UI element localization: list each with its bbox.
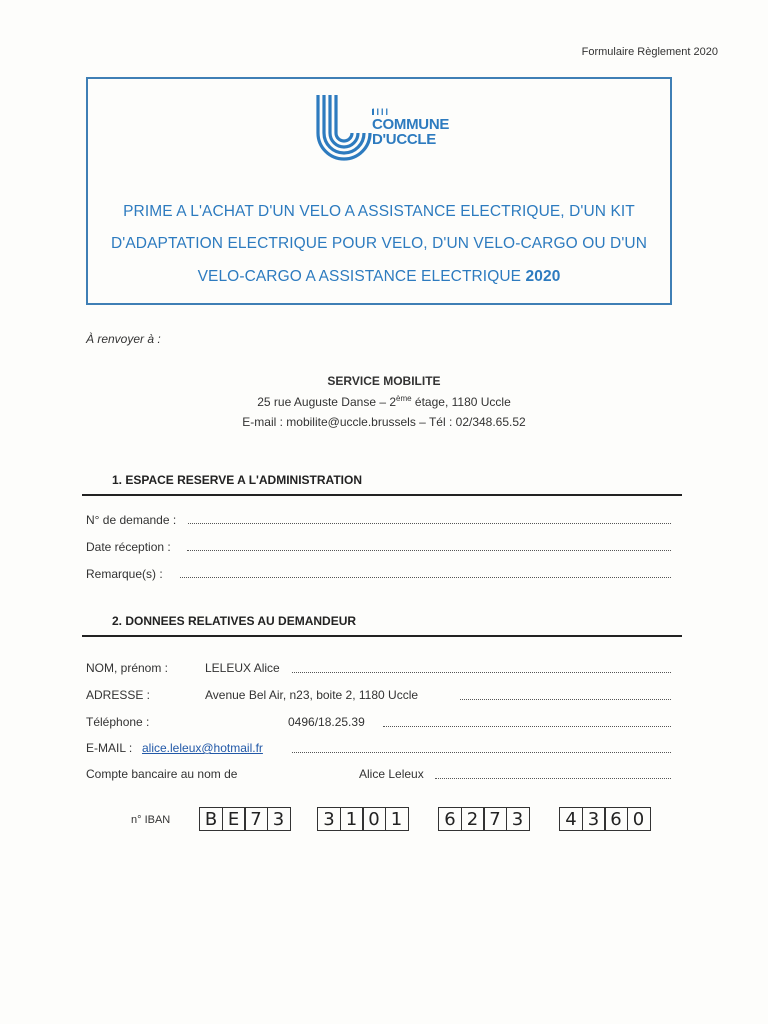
iban-char[interactable]: 3 [506,807,530,831]
section1-rule [82,494,682,496]
phone-field[interactable] [383,726,671,727]
header-box [86,77,672,305]
title-line-2: D'ADAPTATION ELECTRIQUE POUR VELO, D'UN VELO-CARGO OU D'UN [110,235,647,252]
reception-date-field[interactable] [187,550,671,551]
address-label: ADRESSE : [86,688,151,702]
title-line-1: PRIME A L'ACHAT D'UN VELO A ASSISTANCE ELECTRIQUE, D'UN KIT [123,203,635,220]
iban-char[interactable]: 2 [461,807,485,831]
iban-char[interactable]: 6 [604,807,628,831]
form-reference: Formulaire Règlement 2020 [581,46,718,58]
name-label: NOM, prénom : [86,661,169,675]
return-to-label: À renvoyer à : [86,332,161,346]
logo-text [372,107,449,147]
iban-char[interactable]: 1 [340,807,364,831]
title-year: 2020 [525,268,561,285]
iban-char[interactable]: 3 [582,807,606,831]
service-address-sup: ème [396,394,412,403]
remarks-field[interactable] [180,577,671,578]
account-holder-field[interactable] [435,778,671,779]
phone-label: Téléphone : [86,715,150,729]
name-value: LELEUX Alice [205,661,280,675]
iban-char[interactable]: 0 [362,807,386,831]
service-contact: E-mail : mobilite@uccle.brussels – Tél : 02/348.65.52 [242,415,526,429]
remarks-label: Remarque(s) : [86,567,163,581]
reception-date-label: Date réception : [86,540,171,554]
iban-char[interactable]: 6 [438,807,462,831]
address-value: Avenue Bel Air, n23, boite 2, 1180 Uccle [205,688,419,702]
iban-char[interactable]: 3 [317,807,341,831]
iban-char[interactable]: 7 [483,807,507,831]
logo-u-icon [314,93,374,173]
service-address-post: étage, 1180 Uccle [411,395,511,409]
iban-label: n° IBAN [131,814,171,826]
title-line-3 [88,268,670,286]
logo-line-1: COMMUNE [372,116,450,133]
phone-value: 0496/18.25.39 [288,715,365,729]
title-line-3-text: VELO-CARGO A ASSISTANCE ELECTRIQUE [197,268,522,285]
service-address-pre: 25 rue Auguste Danse – 2 [257,395,397,409]
email-field[interactable] [292,752,671,753]
email-value[interactable]: alice.leleux@hotmail.fr [142,741,263,755]
service-name: SERVICE MOBILITE [327,374,441,388]
iban-group-2[interactable] [317,807,407,831]
section2-title: 2. DONNEES RELATIVES AU DEMANDEUR [112,614,357,628]
account-holder-label: Compte bancaire au nom de [86,767,238,781]
request-number-field[interactable] [188,523,671,524]
address-field[interactable] [460,699,671,700]
service-address [0,394,768,409]
iban-char[interactable]: 3 [267,807,291,831]
iban-group-3[interactable] [438,807,528,831]
request-number-label: N° de demande : [86,513,177,527]
section2-rule [82,635,682,637]
iban-char[interactable]: 4 [559,807,583,831]
account-holder-value: Alice Leleux [359,767,424,781]
iban-group-4[interactable] [559,807,649,831]
iban-group-1[interactable] [199,807,289,831]
email-label: E-MAIL : [86,741,133,755]
iban-char[interactable]: 7 [244,807,268,831]
iban-char[interactable]: E [222,807,246,831]
section1-title: 1. ESPACE RESERVE A L'ADMINISTRATION [112,473,362,487]
commune-logo [314,93,474,173]
iban-char[interactable]: B [199,807,223,831]
iban-char[interactable]: 1 [385,807,409,831]
iban-char[interactable]: 0 [627,807,651,831]
logo-bars: IIII [372,107,391,117]
name-field[interactable] [292,672,671,673]
logo-line-2: D'UCCLE [372,131,436,148]
